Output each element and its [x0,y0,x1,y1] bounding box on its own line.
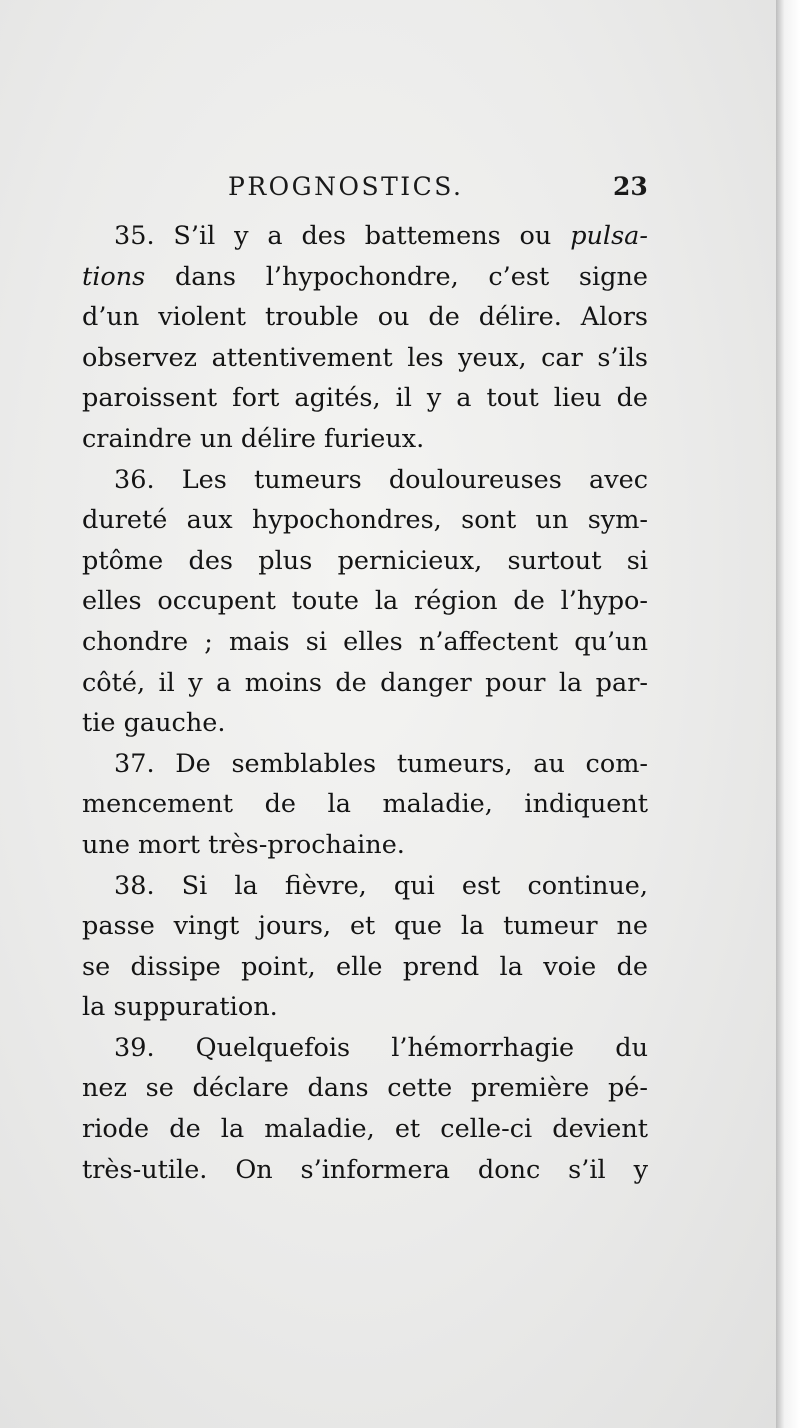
text-line: d’un violent trouble ou de délire. Alors [82,302,648,333]
body-text [82,216,648,1190]
running-title: PROGNOSTICS. [228,172,464,201]
text-line [82,257,648,298]
text-line: paroissent fort agités, il y a tout lieu de [82,383,648,414]
text-line: observez attentivement les yeux, car s’ils [82,342,648,373]
text-line: la suppuration. [82,992,278,1023]
text-line: passe vingt jours, et que la tumeur ne [82,911,648,942]
italic-word: pulsa- [570,221,648,251]
text-line: nez se déclare dans cette première pé- [82,1073,648,1104]
text-line: elles occupent toute la région de l’hypo- [82,586,648,617]
text-line: 39. Quelquefois l’hémorrhagie du [114,1032,648,1063]
page-number: 23 [613,172,648,201]
paragraph-37 [82,744,648,866]
text-line: dureté aux hypochondres, sont un sym- [82,505,648,536]
text-line: se dissipe point, elle prend la voie de [82,951,648,982]
text-line: 37. De semblables tumeurs, au com- [114,748,648,779]
text-line: tie gauche. [82,708,226,739]
text-line: 36. Les tumeurs douloureuses avec [114,464,648,495]
paragraph-35 [82,216,648,460]
text-line: côté, il y a moins de danger pour la par- [82,667,648,698]
text-line: une mort très-prochaine. [82,829,405,860]
text-line: 38. Si la fièvre, qui est continue, [114,870,648,901]
paragraph-39 [82,1028,648,1190]
page-edge-shadow [776,0,800,1428]
page-header [0,168,776,208]
paragraph-36 [82,460,648,744]
text-line: riode de la maladie, et celle-ci devient [82,1114,648,1145]
text-line: mencement de la maladie, indiquent [82,789,648,820]
line-text: dans l’hypochondre, c’est signe [145,261,648,292]
line-text: 35. S’il y a des battemens ou [114,221,571,251]
text-line: craindre un délire furieux. [82,423,425,454]
paragraph-38 [82,866,648,1028]
text-line [82,216,648,257]
text-line: très-utile. On s’informera donc s’il y [82,1154,648,1185]
text-line: chondre ; mais si elles n’affectent qu’un [82,626,648,657]
italic-word: tions [82,261,146,292]
text-line: ptôme des plus pernicieux, surtout si [82,545,648,576]
